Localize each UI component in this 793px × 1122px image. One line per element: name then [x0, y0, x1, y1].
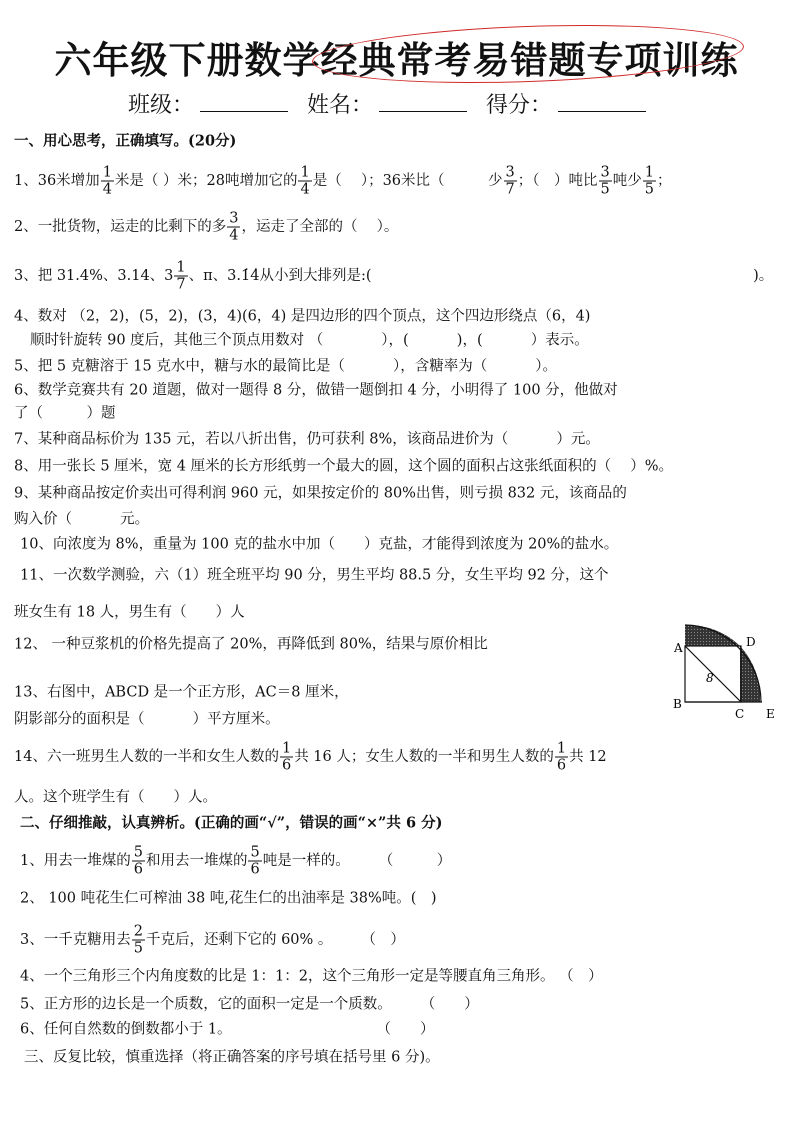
- name-blank[interactable]: [379, 93, 467, 112]
- question-text: 吨少: [612, 173, 642, 189]
- square-quarter-circle-figure: [672, 622, 782, 722]
- numerator: 3: [505, 164, 515, 181]
- fraction: [643, 165, 656, 198]
- question-text: 7、某种商品标价为 135 元，若以八折出售，仍可获利 8%，该商品进价为（ ）元。: [14, 431, 600, 448]
- fraction: [101, 165, 114, 198]
- question-text: 10、向浓度为 8%，重量为 100 克的盐水中加（ ）克盐，才能得到浓度为 20%的盐水。: [20, 536, 619, 553]
- fraction: [280, 741, 293, 774]
- question-text: 9、某种商品按定价卖出可得利润 960 元，如果按定价的 80%出售，则亏损 832 元，该商品的: [14, 485, 627, 502]
- question-line: [14, 382, 618, 401]
- shaded-region-top: [685, 625, 740, 646]
- question-line: [20, 567, 609, 586]
- numerator: 3: [600, 164, 610, 181]
- denominator: 6: [281, 757, 292, 774]
- question-line: [14, 604, 245, 623]
- question-text: 3、把 31.4%、3.14、3: [14, 268, 174, 284]
- question-text: 一、用心思考，正确填写。(20分): [14, 132, 237, 150]
- denominator: 5: [600, 181, 610, 198]
- numerator: 1: [102, 164, 112, 181]
- question-line: [14, 711, 280, 730]
- denominator: 4: [102, 181, 112, 198]
- numerator: 3: [229, 210, 239, 227]
- question-text: 米是（ ）米；28吨增加它的: [114, 173, 298, 189]
- question-text: 共 12: [569, 749, 607, 765]
- question-text: 12、 一种豆浆机的价格先提高了 20%，再降低到 80%，结果与原价相比: [14, 636, 488, 653]
- question-text: 13、右图中，ABCD 是一个正方形，AC＝8 厘米，: [14, 684, 349, 701]
- question-line: [14, 636, 488, 655]
- question-line: [14, 431, 600, 450]
- question-text: 2、 100 吨花生仁可榨油 38 吨,花生仁的出油率是 38%吨。( ): [20, 890, 437, 907]
- question-line: [14, 741, 607, 774]
- label-d: D: [746, 635, 756, 649]
- question-text: 8、用一张长 5 厘米，宽 4 厘米的长方形纸剪一个最大的圆，这个圆的面积占这张纸面积的（ ）%。: [14, 458, 673, 475]
- question-text: 吨是一样的。 （ ）: [262, 853, 452, 869]
- section-header: [24, 1049, 440, 1068]
- label-a: A: [674, 641, 683, 655]
- question-line: [20, 890, 437, 909]
- question-text: 6、数学竞赛共有 20 道题，做对一题得 8 分，做错一题倒扣 4 分，小明得了 100 分，他做对: [14, 382, 618, 399]
- question-text: 6、任何自然数的倒数都小于 1。 （ ）: [20, 1021, 435, 1038]
- denominator: 7: [505, 181, 515, 198]
- question-line: [20, 968, 603, 987]
- denominator: 6: [556, 757, 567, 774]
- question-text: 共 16 人；女生人数的一半和男生人数的: [294, 749, 554, 765]
- question-text: 了（ ）题: [14, 405, 116, 422]
- fraction: [227, 211, 240, 244]
- question-text: 11、一次数学测验，六（1）班全班平均 90 分，男生平均 88.5 分，女生平均 92 分，这个: [20, 567, 609, 584]
- denominator: 6: [250, 861, 260, 878]
- question-line: [20, 924, 405, 957]
- shaded-region-right: [740, 646, 760, 702]
- question-line: [20, 536, 618, 555]
- fraction: [555, 741, 568, 774]
- question-line: [20, 996, 479, 1015]
- denominator: 5: [133, 940, 143, 957]
- class-label: 班级：: [128, 93, 195, 118]
- question-text: 班女生有 18 人，男生有（ ）人: [14, 604, 245, 621]
- denominator: 5: [644, 181, 654, 198]
- question-line: [14, 260, 773, 293]
- question-line: [14, 308, 590, 327]
- score-blank[interactable]: [558, 93, 646, 112]
- question-text: ；（ ）吨比: [517, 173, 598, 189]
- question-line: [14, 511, 149, 530]
- student-info-row: [128, 88, 658, 119]
- numerator: 1: [281, 740, 292, 757]
- question-line: [30, 332, 589, 351]
- numerator: 1: [176, 259, 186, 276]
- question-text: 是（ ）；36米比（ 少: [312, 173, 503, 189]
- question-line: [14, 358, 557, 377]
- question-text: 14、六一班男生人数的一半和女生人数的: [14, 749, 279, 765]
- denominator: 4: [229, 227, 239, 244]
- fraction: [504, 165, 517, 198]
- question-text: 千克后，还剩下它的 60% 。 （ ）: [145, 932, 405, 948]
- question-text: 2、一批货物，运走的比剩下的多: [14, 219, 227, 235]
- denominator: 4: [300, 181, 310, 198]
- question-text: ，运走了全部的（ ）。: [241, 219, 399, 235]
- label-b: B: [673, 697, 682, 711]
- numerator: 1: [556, 740, 567, 757]
- question-line: [20, 845, 451, 878]
- class-blank[interactable]: [200, 93, 288, 112]
- label-c: C: [735, 707, 745, 721]
- numerator: 5: [133, 844, 143, 861]
- question-text: 人。这个班学生有（ ）人。: [14, 789, 217, 806]
- question-line: [14, 211, 398, 244]
- question-text: 购入价（ 元。: [14, 511, 150, 528]
- fraction: [248, 845, 261, 878]
- question-line: [14, 405, 116, 424]
- section-header: [20, 814, 442, 833]
- question-line: [14, 165, 671, 198]
- fraction: [174, 260, 187, 293]
- section-header: [14, 132, 236, 151]
- fraction: [132, 924, 145, 957]
- label-diagonal: 8: [706, 671, 714, 685]
- question-text: 、π、3.1̇4̇从小到大排列是:( )。: [188, 268, 774, 284]
- numerator: 2: [133, 923, 143, 940]
- question-line: [14, 789, 217, 808]
- question-line: [20, 1021, 435, 1040]
- question-text: 3、一千克糖用去: [20, 932, 131, 948]
- question-text: 二、仔细推敲，认真辨析。(正确的画“√”，错误的画“×”共 6 分): [20, 814, 443, 832]
- question-text: 阴影部分的面积是（ ）平方厘米。: [14, 711, 280, 728]
- numerator: 1: [644, 164, 654, 181]
- fraction: [599, 165, 612, 198]
- question-text: ；: [656, 173, 672, 189]
- question-text: 5、把 5 克糖溶于 15 克水中，糖与水的最简比是（ ），含糖率为（ ）。: [14, 358, 558, 375]
- question-text: 和用去一堆煤的: [145, 853, 248, 869]
- numerator: 5: [250, 844, 260, 861]
- question-text: 1、36米增加: [14, 173, 100, 189]
- denominator: 7: [176, 276, 186, 293]
- question-line: [14, 684, 349, 703]
- denominator: 6: [133, 861, 143, 878]
- name-label: 姓名：: [307, 93, 374, 118]
- question-text: 三、反复比较，慎重选择（将正确答案的序号填在括号里 6 分)。: [24, 1049, 440, 1066]
- question-text: 顺时针旋转 90 度后，其他三个顶点用数对 （ ），( )，( ）表示。: [30, 332, 589, 349]
- question-line: [14, 458, 673, 477]
- numerator: 1: [300, 164, 310, 181]
- question-text: 4、一个三角形三个内角度数的比是 1：1：2，这个三角形一定是等腰直角三角形。 （ ）: [20, 968, 603, 985]
- question-text: 1、用去一堆煤的: [20, 853, 131, 869]
- page-title: 六年级下册数学经典常考易错题专项训练: [54, 38, 739, 82]
- label-e: E: [766, 707, 775, 721]
- fraction: [298, 165, 311, 198]
- question-line: [14, 485, 627, 504]
- score-label: 得分：: [486, 93, 553, 118]
- question-text: 4、数对 （2，2)，(5，2)，(3，4)(6，4) 是四边形的四个顶点，这个四边形绕点（6，4): [14, 308, 591, 325]
- fraction: [132, 845, 145, 878]
- question-text: 5、正方形的边长是一个质数，它的面积一定是一个质数。 （ ）: [20, 996, 479, 1013]
